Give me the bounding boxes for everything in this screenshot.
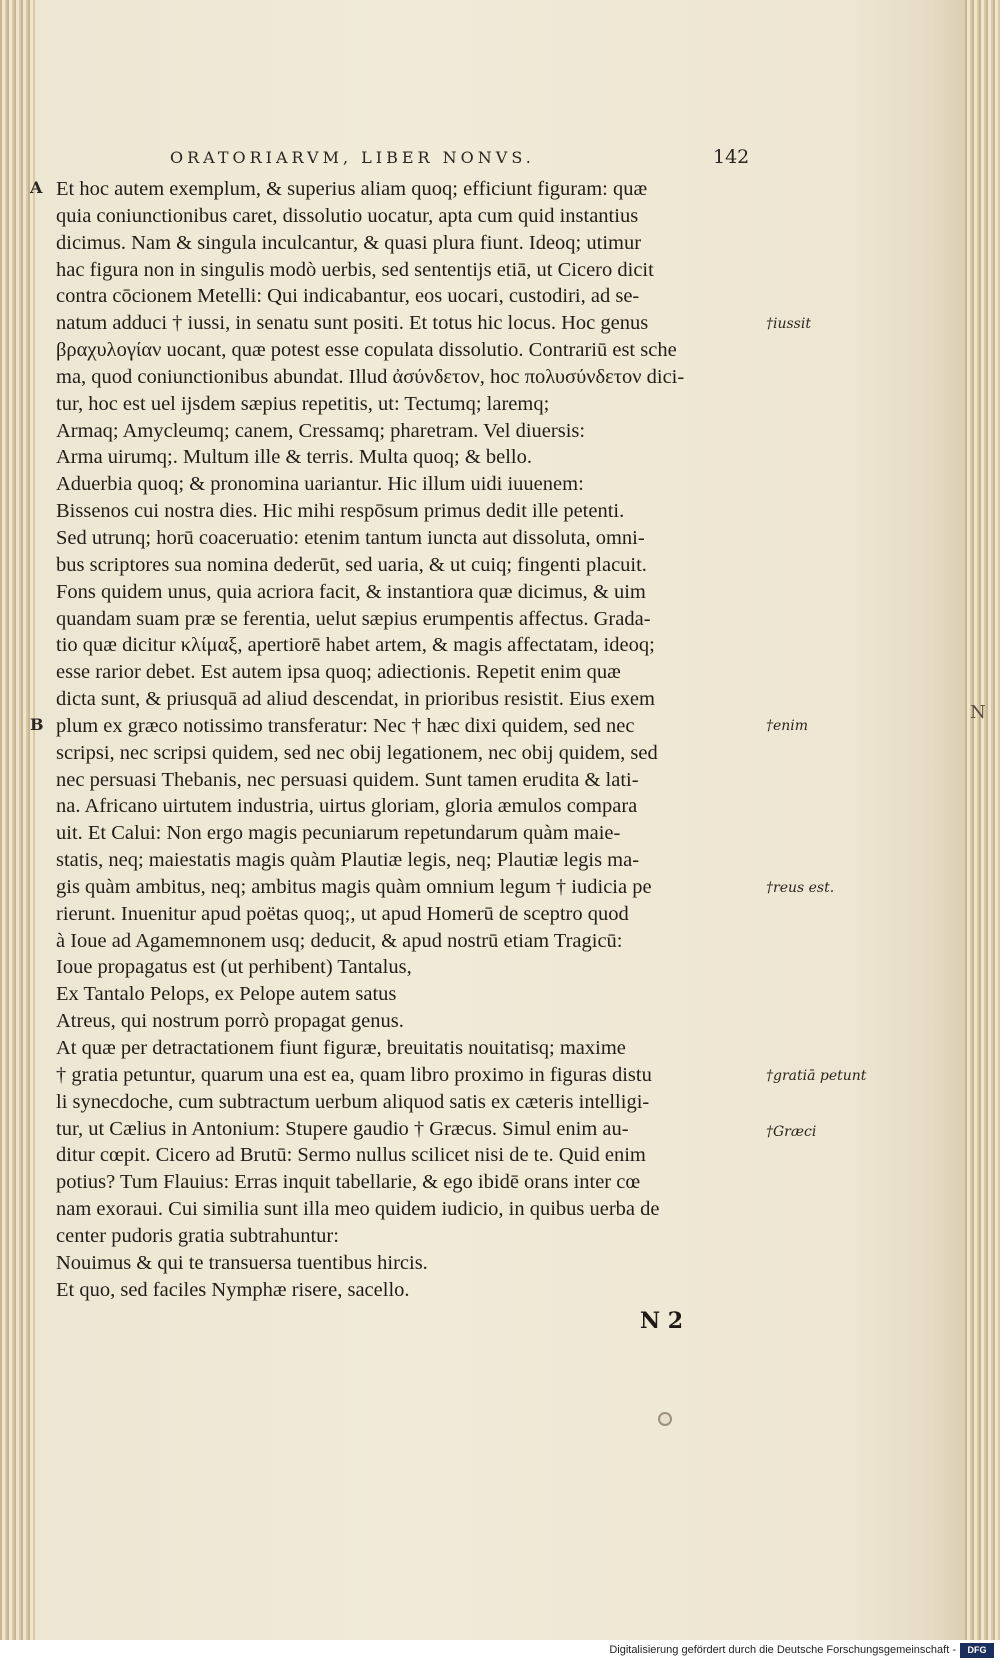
marginal-note: †gratiā petunt <box>766 1068 867 1084</box>
text-line: ditur cœpit. Cicero ad Brutū: Sermo nullus scilicet nisi de te. Quid enim <box>56 1144 646 1167</box>
text-line: Aduerbia quoq; & pronomina uariantur. Hic illum uidi iuuenem: <box>56 473 584 496</box>
text-line: uit. Et Calui: Non ergo magis pecuniarum repetundarum quàm maie- <box>56 822 621 845</box>
marginal-note: †enim <box>766 718 809 734</box>
text-line: quia coniunctionibus caret, dissolutio uocatur, apta cum quid instantius <box>56 204 639 227</box>
marginal-note: †reus est. <box>766 880 835 896</box>
text-line: ma, quod coniunctionibus abundat. Illud ἀσύνδετον, hoc πολυσύνδετον dici- <box>56 365 685 388</box>
text-line: rierunt. Inuenitur apud poëtas quoq;, ut apud Homerū de sceptro quod <box>56 902 629 925</box>
text-line: Sed utrunq; horū coaceruatio: etenim tantum iuncta aut dissoluta, omni- <box>56 526 645 549</box>
text-line: βραχυλογίαν uocant, quæ potest esse copulata dissolutio. Contrariū est sche <box>56 339 677 362</box>
text-line: tur, hoc est uel ijsdem sæpius repetitis, ut: Tectumq; laremq; <box>56 392 550 415</box>
text-line: Atreus, qui nostrum porrò propagat genus. <box>56 1010 404 1033</box>
text-line: Ex Tantalo Pelops, ex Pelope autem satus <box>56 983 397 1006</box>
body-text <box>56 176 756 1303</box>
text-line: bus scriptores sua nomina dederūt, sed uaria, & ut cuiq; fingenti placuit. <box>56 553 647 576</box>
funding-credit: Digitalisierung gefördert durch die Deutsche Forschungsgemeinschaft - <box>609 1644 956 1656</box>
text-line: Et quo, sed faciles Nymphæ risere, sacello. <box>56 1278 410 1301</box>
marginal-note: †Græci <box>766 1124 817 1140</box>
text-line: Armaq; Amycleumq; canem, Cressamq; pharetram. Vel diuersis: <box>56 419 586 442</box>
text-line: tur, ut Cælius in Antonium: Stupere gaudio † Græcus. Simul enim au- <box>56 1117 629 1140</box>
text-line: At quæ per detractationem fiunt figuræ, breuitatis nouitatisq; maxime <box>56 1037 626 1059</box>
text-line: dicta sunt, & priusquā ad aliud descendat, in prioribus resistit. Eius exem <box>56 688 655 711</box>
text-line: nec persuasi Thebanis, nec persuasi quidem. Sunt tamen erudita & lati- <box>56 768 639 791</box>
text-line: tio quæ dicitur κλίμαξ, apertiorē habet artem, & magis affectatam, ideoq; <box>56 634 655 657</box>
text-line: potius? Tum Flauius: Erras inquit tabellarie, & ego ibidē orans inter cœ <box>56 1171 641 1194</box>
left-page-edge <box>0 0 35 1640</box>
text-line: gis quàm ambitus, neq; ambitus magis quàm omnium legum † iudicia pe <box>56 875 652 898</box>
text-line: plum ex græco notissimo transferatur: Nec † hæc dixi quidem, sed nec <box>56 714 635 737</box>
text-line: quandam suam præ se ferentia, uelut sæpius erumpentis affectus. Grada- <box>56 607 651 630</box>
section-letter-b: B <box>30 715 44 734</box>
text-line: Bissenos cui nostra dies. Hic mihi respōsum primus dedit ille petenti. <box>56 500 625 523</box>
text-line: esse rarior debet. Est autem ipsa quoq; adiectionis. Repetit enim quæ <box>56 661 621 684</box>
text-line: hac figura non in singulis modò uerbis, sed sententijs etiā, ut Cicero dicit <box>56 258 654 281</box>
footer-bar <box>0 1640 1000 1662</box>
text-line: dicimus. Nam & singula inculcantur, & quasi plura fiunt. Ideoq; utimur <box>56 231 642 254</box>
dfg-logo: DFG <box>960 1643 994 1658</box>
edge-tab-letter: N <box>970 702 986 723</box>
text-line: na. Africano uirtutem industria, uirtus gloriam, gloria æmulos compara <box>56 795 638 818</box>
marginal-note: †iussit <box>766 316 811 332</box>
text-line: li synecdoche, cum subtractum uerbum aliquod satis ex cæteris intelligi- <box>56 1090 650 1113</box>
running-head: ORATORIARVM, LIBER NONVS. <box>170 148 535 167</box>
text-line: natum adduci † iussi, in senatu sunt positi. Et totus hic locus. Hoc genus <box>56 312 649 335</box>
folio-number: 142 <box>713 146 750 168</box>
text-line: Ioue propagatus est (ut perhibent) Tantalus, <box>56 956 412 979</box>
section-letter-a: A <box>30 178 43 197</box>
text-line: scripsi, nec scripsi quidem, sed nec obij legationem, nec obij quidem, sed <box>56 741 658 764</box>
right-page-edge <box>965 0 1000 1640</box>
text-line: † gratia petuntur, quarum una est ea, quam libro proximo in figuras distu <box>56 1063 652 1086</box>
text-line: Nouimus & qui te transuersa tuentibus hircis. <box>56 1251 428 1274</box>
text-line: contra cōcionem Metelli: Qui indicabantur, eos uocari, custodiri, ad se- <box>56 285 640 308</box>
text-line: center pudoris gratia subtrahuntur: <box>56 1224 339 1247</box>
text-line: Arma uirumq;. Multum ille & terris. Multa quoq; & bello. <box>56 446 533 469</box>
signature-mark: N 2 <box>640 1308 684 1334</box>
text-line: Et hoc autem exemplum, & superius aliam quoq; efficiunt figuram: quæ <box>56 178 648 200</box>
text-line: Fons quidem unus, quia acriora facit, & instantiora quæ dicimus, & uim <box>56 580 646 603</box>
text-line: statis, neq; maiestatis magis quàm Plautiæ legis, neq; Plautiæ legis ma- <box>56 849 640 872</box>
text-line: nam exoraui. Cui similia sunt illa meo quidem iudicio, in quibus uerba de <box>56 1198 660 1221</box>
text-line: à Ioue ad Agamemnonem usq; deducit, & apud nostrū etiam Tragicū: <box>56 929 623 952</box>
paper-hole <box>658 1412 672 1426</box>
